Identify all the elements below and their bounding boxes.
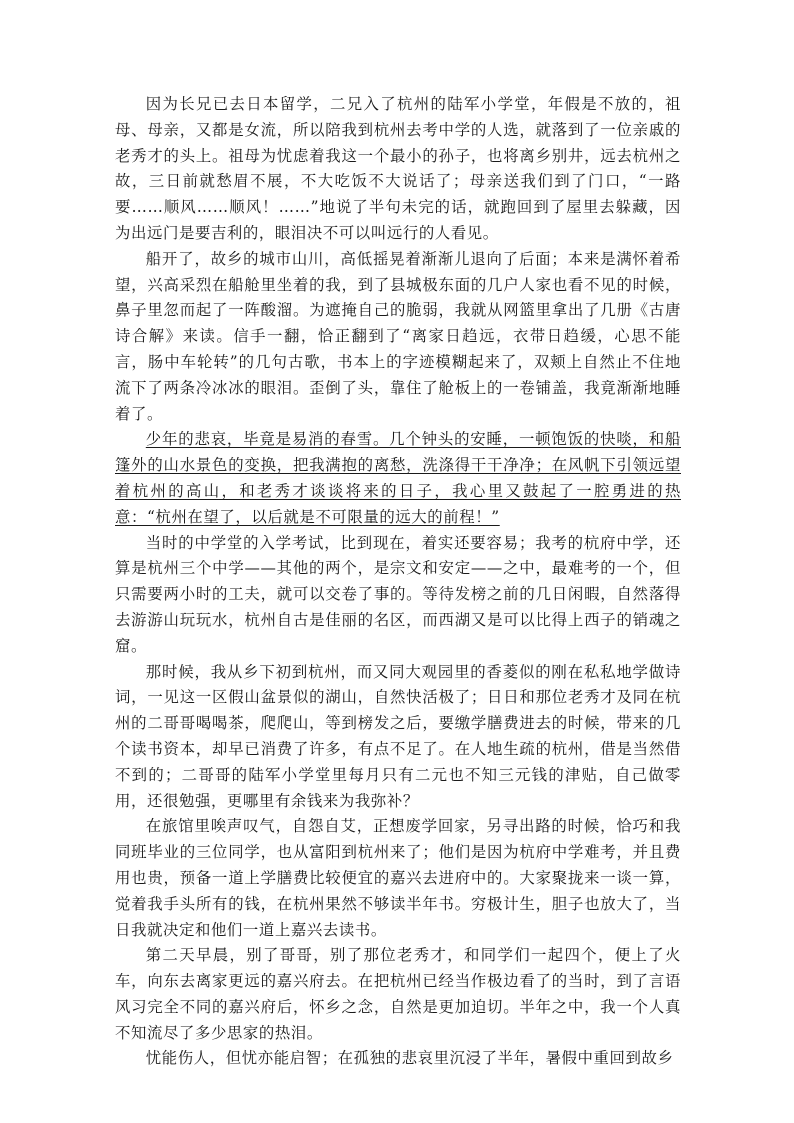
paragraph-5: 那时候，我从乡下初到杭州，而又同大观园里的香菱似的刚在私私地学做诗词，一见这一区假山盆景似的湖山，自然快活极了；日日和那位老秀才及同在杭州的二哥哥喝喝茶，爬爬山，等到榜发之后，要缴学膳费进去的时候，带来的几个读书资本，却早已消费了许多，有点不足了。在人地生疏的杭州，借是当然借不到的；二哥哥的陆军小学堂里每月只有二元也不知三元钱的津贴，自己做零用，还很勉强，更哪里有余钱来为我弥补？ (115, 662, 681, 810)
paragraph-2: 船开了，故乡的城市山川，高低摇晃着渐渐儿退向了后面；本来是满怀着希望，兴高采烈在船舱里坐着的我，到了县城极东面的几户人家也看不见的时候，鼻子里忽而起了一阵酸溜。为遮掩自己的脆弱，我就从网篮里拿出了几册《古唐诗合解》来读。信手一翻，恰正翻到了“离家日趋远，衣带日趋缓，心思不能言，肠中车轮转”的几句古歌，书本上的字迹模糊起来了，双颊上自然止不住地流下了两条冷冰冰的眼泪。歪倒了头，靠住了舱板上的一卷铺盖，我竟渐渐地睡着了。 (115, 249, 681, 423)
paragraph-3 (115, 427, 681, 530)
paragraph-8: 忧能伤人，但忧亦能启智；在孤独的悲哀里沉浸了半年，暑假中重回到故乡 (145, 1049, 674, 1068)
document-body (115, 92, 681, 1072)
paragraph-6: 在旅馆里唉声叹气，自怨自艾，正想废学回家，另寻出路的时候，恰巧和我同班毕业的三位同学，也从富阳到杭州来了；他们是因为杭府中学难考，并且费用也贵，预备一道上学膳费比较便宜的嘉兴去进府中的。大家聚拢来一谈一算，觉着我手头所有的钱，在杭州果然不够读半年书。穷极计生，胆子也放大了，当日我就决定和他们一道上嘉兴去读书。 (115, 817, 681, 939)
paragraph-1: 因为长兄已去日本留学，二兄入了杭州的陆军小学堂，年假是不放的，祖母、母亲，又都是女流，所以陪我到杭州去考中学的人选，就落到了一位亲戚的老秀才的头上。祖母为忧虑着我这一个最小的孙子，也将离乡别井，远去杭州之故，三日前就愁眉不展，不大吃饭不大说话了；母亲送我们到了门口，“一路要……顺风……顺风！……”地说了半句未完的话，就跑回到了屋里去躲藏，因为出远门是要吉利的，眼泪决不可以叫远行的人看见。 (115, 95, 681, 242)
paragraph-4: 当时的中学堂的入学考试，比到现在，着实还要容易；我考的杭府中学，还算是杭州三个中学——其他的两个，是宗文和安定——之中，最难考的一个，但只需要两小时的工夫，就可以交卷了事的。等待发榜之前的几日闲暇，自然落得去游游山玩玩水，杭州自古是佳丽的名区，而西湖又是可以比得上西子的销魂之窟。 (115, 533, 681, 655)
underlined-passage: 少年的悲哀，毕竟是易消的春雪。几个钟头的安睡，一顿饱饭的快啖，和船篷外的山水景色的变换，把我满抱的离愁，洗涤得干干净净；在风帆下引领远望着杭州的高山，和老秀才谈谈将来的日子，我心里又鼓起了一腔勇进的热意：“杭州在望了，以后就是不可限量的远大的前程！” (115, 430, 681, 526)
paragraph-7: 第二天早晨，别了哥哥，别了那位老秀才，和同学们一起四个，便上了火车，向东去离家更远的嘉兴府去。在把杭州已经当作极边看了的当时，到了言语风习完全不同的嘉兴府后，怀乡之念，自然是更加迫切。半年之中，我一个人真不知流尽了多少思家的热泪。 (115, 946, 681, 1042)
